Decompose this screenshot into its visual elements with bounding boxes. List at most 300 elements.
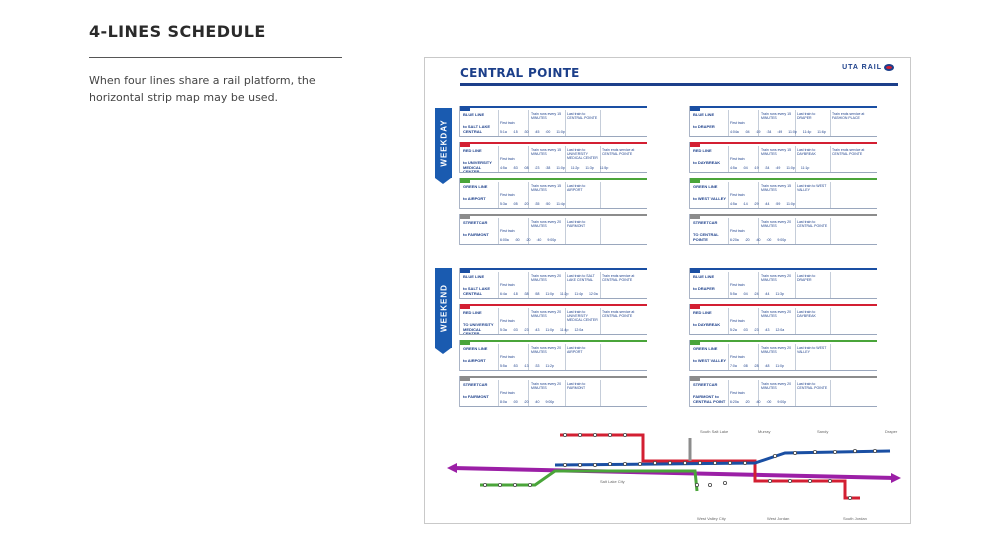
last-train-text: Last train to CENTRAL POINTE (797, 220, 828, 228)
departure-times (500, 400, 554, 404)
departure-time: 5:3a (500, 202, 507, 206)
block-underline (690, 334, 877, 335)
last-train-text: Last train to UNIVERSITY MEDICAL CENTER (567, 148, 598, 160)
destination: to AIRPORT (463, 358, 486, 363)
departure-times (730, 202, 795, 206)
column-divider (498, 218, 499, 244)
block-underline (690, 208, 877, 209)
rail-strip-map (425, 413, 911, 524)
station-name: CENTRAL POINTE (460, 66, 580, 80)
line-color-bar (460, 178, 647, 180)
departure-time: 9:00p (777, 400, 787, 404)
departure-times (500, 328, 583, 332)
departure-times (730, 130, 826, 134)
line-name: RED LINE (693, 148, 712, 153)
departure-time: :44 (764, 202, 770, 206)
departure-time: :00 (766, 400, 772, 404)
schedule-block (459, 178, 647, 209)
departure-time: :20 (523, 202, 529, 206)
schedule-block (459, 214, 647, 245)
column-divider (795, 218, 796, 244)
first-train-label: First train (730, 121, 745, 125)
destination: TO UNIVERSITY MEDICAL (463, 322, 494, 332)
destination: to AIRPORT (463, 196, 486, 201)
first-train-label: First train (730, 391, 745, 395)
departure-time: 4:5a (730, 166, 737, 170)
departure-time: :18 (512, 292, 518, 296)
last-train-text: Last train to FAIRMONT (567, 382, 586, 390)
map-area-label: Salt Lake City (600, 479, 625, 484)
departure-time: 11:3p (585, 166, 594, 170)
departure-time: :03 (742, 328, 748, 332)
departure-time: 9:00p (777, 238, 787, 242)
departure-times (500, 292, 598, 296)
departure-time: :20 (525, 238, 531, 242)
frequency-text: Train runs every 20 MINUTES (531, 310, 562, 318)
departure-time: :59 (775, 202, 781, 206)
map-red-line (560, 435, 860, 498)
last-train-text: Last train to CENTRAL POINTE (567, 112, 598, 120)
line-color-swatch (460, 304, 470, 309)
map-blue-line (555, 451, 890, 465)
departure-times (730, 166, 809, 170)
line-color-swatch (460, 268, 470, 273)
departure-time: 9:00p (547, 238, 557, 242)
block-underline (460, 244, 647, 245)
departure-time: 5:3a (500, 328, 507, 332)
first-train-label: First train (500, 229, 515, 233)
column-divider (600, 380, 601, 406)
schedule-block (459, 376, 647, 407)
departure-time: 6:4a (500, 292, 507, 296)
first-train-label: First train (500, 283, 515, 287)
line-name: GREEN LINE (463, 346, 488, 351)
column-divider (728, 110, 729, 136)
first-train-label: First train (730, 319, 745, 323)
departure-time: :40 (755, 400, 761, 404)
line-color-bar (460, 376, 647, 378)
departure-times (500, 130, 565, 134)
line-name: BLUE LINE (693, 112, 715, 117)
column-divider (795, 344, 796, 370)
column-divider (565, 380, 566, 406)
block-underline (690, 406, 877, 407)
departure-time: 11:0p (545, 292, 554, 296)
last-train-text: Last train to DRAPER (797, 112, 816, 120)
departure-time: :08 (523, 166, 529, 170)
column-divider (830, 182, 831, 208)
line-color-swatch (690, 106, 700, 111)
frequency-text: Train runs every 15 MINUTES (761, 148, 792, 156)
line-name: BLUE LINE (463, 112, 485, 117)
frequency-text: Train runs every 15 MINUTES (761, 184, 792, 192)
section-tab-weekend (435, 268, 452, 348)
block-underline (690, 298, 877, 299)
line-color-bar (460, 142, 647, 144)
logo-mark-icon (884, 64, 894, 71)
schedule-block (689, 178, 877, 209)
departure-time: 5:5a (500, 364, 507, 368)
line-color-bar (690, 340, 877, 342)
departure-time: :50 (545, 202, 551, 206)
schedule-block (459, 142, 647, 173)
frequency-text: Train runs every 15 MINUTES (761, 112, 792, 120)
frequency-text: Train runs every 20 MINUTES (761, 220, 792, 228)
column-divider (830, 218, 831, 244)
first-train-label: First train (730, 157, 745, 161)
column-divider (795, 308, 796, 334)
first-train-label: First train (500, 193, 515, 197)
column-divider (830, 272, 831, 298)
departure-time: :20 (523, 400, 529, 404)
line-color-swatch (460, 214, 470, 219)
logo-text: UTA RAIL (842, 64, 882, 71)
departure-time: :38 (545, 166, 551, 170)
last-train-text: Last train to WEST VALLEY (797, 184, 827, 192)
block-underline (460, 298, 647, 299)
block-underline (460, 406, 647, 407)
destination: to DRAPER (693, 124, 715, 129)
service-end-text: Train ends service at CENTRAL POINTE (602, 310, 635, 318)
destination: to UNIVERSITY MEDICAL (463, 160, 492, 170)
departure-time: 4:5a (500, 166, 507, 170)
departure-time: :00 (545, 130, 551, 134)
departure-time: 7:0a (730, 364, 737, 368)
last-train-text: Last train to CENTRAL POINTE (797, 382, 828, 390)
first-train-label: First train (500, 319, 515, 323)
departure-time: 9:00p (545, 400, 555, 404)
departure-time: 12:0a (588, 292, 598, 296)
section-label-weekday: WEEKDAY (439, 119, 448, 167)
departure-time: :43 (764, 328, 770, 332)
line-name: STREETCAR (463, 382, 488, 387)
column-divider (728, 308, 729, 334)
line-name: BLUE LINE (463, 274, 485, 279)
departure-time: :23 (523, 328, 529, 332)
column-divider (795, 182, 796, 208)
map-area-label: South Salt Lake (700, 429, 729, 434)
block-underline (690, 370, 877, 371)
service-end-text: Train ends service at CENTRAL POINTE (602, 148, 635, 156)
last-train-text: Last train to AIRPORT (567, 346, 586, 354)
departure-time: 11:0p (788, 130, 797, 134)
frequency-text: Train runs every 20 MINUTES (761, 346, 792, 354)
line-color-swatch (460, 376, 470, 381)
line-name: BLUE LINE (693, 274, 715, 279)
departure-times (500, 166, 608, 170)
column-divider (498, 146, 499, 172)
block-underline (690, 244, 877, 245)
departure-times (730, 364, 784, 368)
departure-time: 12:0a (775, 328, 785, 332)
schedule-block (459, 340, 647, 371)
map-arrow-left-icon (447, 463, 457, 473)
header-bar (460, 83, 898, 86)
destination: TO CENTRAL POINTE (693, 232, 719, 242)
line-name: RED LINE (693, 310, 712, 315)
service-end-text: Train ends service at CENTRAL POINTE (832, 148, 865, 156)
map-area-label: Draper (885, 429, 898, 434)
destination: FAIRMONT to CENTRAL POINT (693, 394, 726, 404)
departure-times (730, 292, 784, 296)
departure-time: :03 (512, 328, 518, 332)
schedule-block (689, 106, 877, 137)
departure-time: :44 (764, 292, 770, 296)
line-color-swatch (690, 376, 700, 381)
departure-time: :38 (523, 292, 529, 296)
column-divider (498, 380, 499, 406)
map-arrow-right-icon (891, 473, 901, 483)
departure-time: :49 (777, 130, 783, 134)
first-train-label: First train (500, 355, 515, 359)
first-train-label: First train (730, 355, 745, 359)
departure-time: :34 (764, 166, 770, 170)
column-divider (728, 146, 729, 172)
last-train-text: Last train to FAIRMONT (567, 220, 586, 228)
departure-time: :30 (523, 130, 529, 134)
destination: to DAYBREAK (693, 160, 721, 165)
block-underline (690, 172, 877, 173)
departure-time: 11:0p (556, 130, 565, 134)
departure-time: :48 (764, 364, 770, 368)
line-name: STREETCAR (693, 382, 718, 387)
departure-time: :15 (512, 130, 518, 134)
schedule-block (459, 106, 647, 137)
departure-time: :00 (512, 400, 518, 404)
last-train-text: Last train to UNIVERSITY MEDICAL CENTER (567, 310, 598, 322)
line-color-bar (690, 376, 877, 378)
departure-times (730, 328, 784, 332)
first-train-label: First train (730, 193, 745, 197)
frequency-text: Train runs every 15 MINUTES (531, 112, 562, 120)
line-color-swatch (690, 214, 700, 219)
destination: to SALT LAKE CENTRAL (463, 286, 491, 296)
departure-time: :40 (534, 400, 540, 404)
column-divider (498, 344, 499, 370)
frequency-text: Train runs every 20 MINUTES (531, 274, 562, 282)
column-divider (498, 308, 499, 334)
schedule-block (689, 340, 877, 371)
departure-time: :05 (512, 202, 518, 206)
schedule-poster (424, 57, 911, 524)
departure-time: :00 (514, 238, 520, 242)
column-divider (830, 380, 831, 406)
line-color-bar (460, 106, 647, 108)
first-train-label: First train (500, 121, 515, 125)
last-train-text: Last train to DRAPER (797, 274, 816, 282)
departure-time: :20 (744, 400, 750, 404)
schedule-block (689, 304, 877, 335)
column-divider (600, 218, 601, 244)
column-divider (600, 272, 601, 298)
departure-time: 6:20a (730, 238, 739, 242)
line-color-swatch (460, 142, 470, 147)
departure-time: :04 (742, 166, 748, 170)
departure-time: 5:5a (730, 292, 737, 296)
destination: to DAYBREAK (693, 322, 721, 327)
line-name: STREETCAR (693, 220, 718, 225)
departure-time: :23 (753, 328, 759, 332)
departure-time: :19 (755, 130, 761, 134)
line-color-swatch (690, 178, 700, 183)
last-train-text: Last train to AIRPORT (567, 184, 586, 192)
departure-time: 11:6p (817, 130, 826, 134)
departure-time: 11:4p (574, 292, 583, 296)
line-color-swatch (690, 268, 700, 273)
departure-time: :14 (742, 202, 748, 206)
column-divider (795, 272, 796, 298)
destination: to DRAPER (693, 286, 715, 291)
departure-time: 11:5p (599, 166, 609, 170)
departure-time: :19 (753, 166, 759, 170)
last-train-text: Last train to SALT LAKE CENTRAL (567, 274, 595, 282)
departure-time: 8:0a (500, 400, 507, 404)
column-divider (830, 344, 831, 370)
line-name: RED LINE (463, 148, 482, 153)
departure-time: 4:04a (730, 130, 739, 134)
line-color-bar (460, 268, 647, 270)
frequency-text: Train runs every 20 MINUTES (761, 310, 792, 318)
departure-time: :43 (534, 328, 540, 332)
destination: to WEST VALLEY (693, 196, 727, 201)
block-underline (460, 136, 647, 137)
departure-time: :53 (512, 364, 518, 368)
frequency-text: Train runs every 20 MINUTES (531, 220, 562, 228)
column-divider (600, 182, 601, 208)
map-area-label: Sandy (817, 429, 829, 434)
line-color-bar (690, 106, 877, 108)
line-color-bar (690, 178, 877, 180)
last-train-text: Last train to WEST VALLEY (797, 346, 827, 354)
last-train-text: Last train to DAYBREAK (797, 148, 816, 156)
page-title: 4-LINES SCHEDULE (89, 22, 266, 41)
departure-time: 11:0p (556, 166, 565, 170)
departure-time: 11:4p (556, 202, 565, 206)
departure-time: 12:0a (574, 328, 584, 332)
schedule-block (689, 376, 877, 407)
frequency-text: Train runs every 15 MINUTES (531, 148, 562, 156)
departure-time: 11:4p (559, 328, 569, 332)
service-end-text: Train ends service at FASHION PLACE (832, 112, 865, 120)
departure-times (730, 400, 786, 404)
column-divider (600, 344, 601, 370)
first-train-label: First train (730, 229, 745, 233)
line-name: GREEN LINE (693, 184, 718, 189)
map-area-label: West Valley City (697, 516, 726, 521)
departure-time: 11:4p (802, 130, 812, 134)
departure-time: :33 (534, 364, 540, 368)
frequency-text: Train runs every 20 MINUTES (761, 274, 792, 282)
section-tab-weekday (435, 108, 452, 178)
departure-time: 5:1a (500, 130, 507, 134)
block-underline (690, 136, 877, 137)
line-color-swatch (690, 142, 700, 147)
first-train-label: First train (500, 157, 515, 161)
departure-time: :20 (744, 238, 750, 242)
column-divider (565, 182, 566, 208)
column-divider (498, 272, 499, 298)
line-name: RED LINE (463, 310, 482, 315)
destination: to SALT LAKE CENTRAL (463, 124, 491, 134)
line-color-bar (690, 268, 877, 270)
line-color-bar (690, 304, 877, 306)
destination: to WEST VALLEY (693, 358, 727, 363)
block-underline (460, 334, 647, 335)
departure-times (730, 238, 786, 242)
destination: to FAIRMONT (463, 394, 489, 399)
departure-time: :23 (534, 166, 540, 170)
uta-rail-logo (842, 64, 894, 71)
departure-time: 11:0p (545, 328, 554, 332)
line-color-swatch (460, 178, 470, 183)
departure-time: :40 (755, 238, 761, 242)
column-divider (565, 344, 566, 370)
last-train-text: Last train to DAYBREAK (797, 310, 816, 318)
departure-time: 11:1p (800, 166, 810, 170)
line-color-swatch (460, 106, 470, 111)
departure-time: :28 (753, 364, 759, 368)
block-underline (460, 370, 647, 371)
column-divider (498, 182, 499, 208)
departure-times (500, 238, 556, 242)
column-divider (728, 218, 729, 244)
departure-time: 6:20a (730, 400, 739, 404)
departure-time: 11:0p (775, 364, 784, 368)
line-color-swatch (690, 340, 700, 345)
column-divider (600, 308, 601, 334)
column-divider (795, 380, 796, 406)
line-name: GREEN LINE (463, 184, 488, 189)
line-color-swatch (460, 340, 470, 345)
departure-time: 4:5a (730, 202, 737, 206)
departure-time: :13 (523, 364, 529, 368)
line-color-swatch (690, 304, 700, 309)
line-color-bar (460, 214, 647, 216)
departure-time: 11:3p (775, 292, 784, 296)
frequency-text: Train runs every 20 MINUTES (531, 346, 562, 354)
departure-time: :29 (753, 202, 759, 206)
departure-times (500, 364, 554, 368)
departure-time: 11:0p (786, 202, 795, 206)
page-description: When four lines share a rail platform, the horizontal strip map may be used. (89, 74, 316, 104)
departure-time: :40 (536, 238, 542, 242)
column-divider (565, 218, 566, 244)
line-color-bar (460, 340, 647, 342)
frequency-text: Train runs every 20 MINUTES (761, 382, 792, 390)
line-color-bar (460, 304, 647, 306)
departure-time: :24 (753, 292, 759, 296)
column-divider (498, 110, 499, 136)
frequency-text: Train runs every 20 MINUTES (531, 382, 562, 390)
line-color-bar (690, 214, 877, 216)
departure-time: 11:2p (559, 292, 569, 296)
schedule-block (689, 268, 877, 299)
schedule-block (459, 304, 647, 335)
departure-time: 11:0p (786, 166, 795, 170)
column-divider (565, 110, 566, 136)
map-area-label: Murray (758, 429, 771, 434)
departure-time: :35 (534, 202, 540, 206)
column-divider (728, 182, 729, 208)
departure-time: :45 (534, 130, 540, 134)
departure-time: :04 (744, 130, 750, 134)
block-underline (460, 208, 647, 209)
departure-time: :53 (512, 166, 518, 170)
first-train-label: First train (730, 283, 745, 287)
departure-time: :00 (766, 238, 772, 242)
schedule-block (689, 214, 877, 245)
column-divider (830, 308, 831, 334)
